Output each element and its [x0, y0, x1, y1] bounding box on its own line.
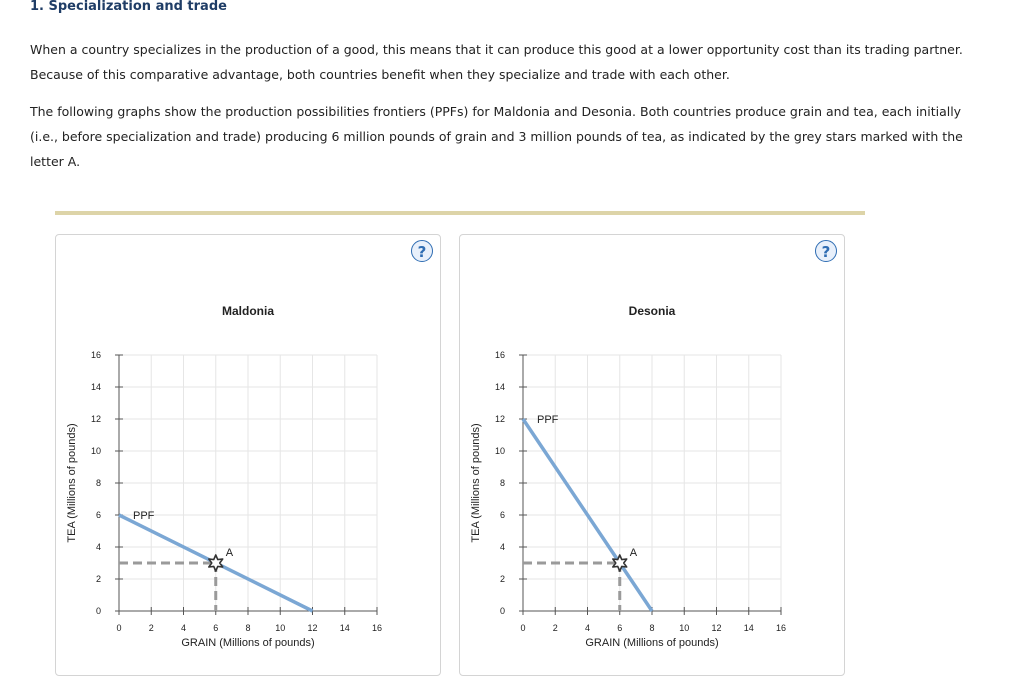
y-axis-title: TEA (Millions of pounds): [66, 423, 78, 543]
x-tick-label: 4: [584, 623, 591, 633]
section-heading: 1. Specialization and trade: [30, 0, 227, 14]
y-tick-label: 4: [95, 542, 101, 552]
desonia-graph-panel: [459, 234, 845, 676]
x-tick-label: 6: [617, 623, 623, 633]
point-a-label: A: [225, 547, 234, 559]
y-tick-label: 12: [494, 414, 505, 424]
x-axis-title: GRAIN (Millions of pounds): [181, 637, 315, 649]
x-tick-label: 8: [649, 623, 655, 633]
y-tick-label: 6: [499, 510, 505, 520]
desonia-ppf-chart: [460, 235, 844, 675]
x-tick-label: 14: [339, 623, 350, 633]
x-axis-title: GRAIN (Millions of pounds): [585, 637, 719, 649]
x-tick-label: 16: [775, 623, 787, 633]
chart-title: Maldonia: [221, 304, 275, 318]
y-tick-label: 4: [499, 542, 505, 552]
y-tick-label: 10: [90, 446, 101, 456]
x-tick-label: 0: [520, 623, 526, 633]
x-tick-label: 8: [245, 623, 251, 633]
y-tick-label: 16: [494, 350, 505, 360]
y-tick-label: 14: [90, 382, 101, 392]
y-tick-label: 0: [499, 606, 505, 616]
point-a-label: A: [629, 547, 638, 559]
x-tick-label: 4: [180, 623, 187, 633]
x-tick-label: 10: [679, 623, 690, 633]
graph-description-paragraph: The following graphs show the production possibilities frontiers (PPFs) for Maldonia and Desonia. Both countries produce grain and tea, each initially (i.e., before specialization and trade) producing 6 million pounds of grain and 3 million pounds of tea, as indicated by the grey stars marked with the letter A.: [30, 104, 963, 169]
x-tick-label: 12: [307, 623, 318, 633]
y-tick-label: 6: [95, 510, 101, 520]
maldonia-ppf-chart: [56, 235, 440, 675]
x-tick-label: 2: [552, 623, 558, 633]
x-tick-label: 2: [148, 623, 154, 633]
point-a-star-icon: [209, 555, 223, 571]
chart-title: Desonia: [628, 304, 676, 318]
x-tick-label: 14: [743, 623, 754, 633]
y-tick-label: 8: [499, 478, 505, 488]
x-tick-label: 6: [213, 623, 219, 633]
maldonia-graph-panel: [55, 234, 441, 676]
y-tick-label: 16: [90, 350, 101, 360]
x-tick-label: 16: [371, 623, 383, 633]
ppf-label: PPF: [537, 414, 559, 426]
section-divider: [55, 211, 865, 215]
y-tick-label: 0: [95, 606, 101, 616]
x-tick-label: 0: [116, 623, 122, 633]
y-tick-label: 2: [499, 574, 505, 584]
x-tick-label: 12: [711, 623, 722, 633]
desonia-help-button[interactable]: ?: [815, 240, 837, 262]
y-tick-label: 10: [494, 446, 505, 456]
y-tick-label: 12: [90, 414, 101, 424]
ppf-label: PPF: [133, 510, 155, 522]
y-tick-label: 8: [95, 478, 101, 488]
intro-paragraph: When a country specializes in the production of a good, this means that it can produce this good at a lower opportunity cost than its trading partner. Because of this comparative advantage, both countries benefit when they specialize and trade with each other.: [30, 42, 963, 82]
y-tick-label: 14: [494, 382, 505, 392]
x-tick-label: 10: [275, 623, 286, 633]
y-axis-title: TEA (Millions of pounds): [470, 423, 482, 543]
y-tick-label: 2: [95, 574, 101, 584]
maldonia-help-button[interactable]: ?: [411, 240, 433, 262]
